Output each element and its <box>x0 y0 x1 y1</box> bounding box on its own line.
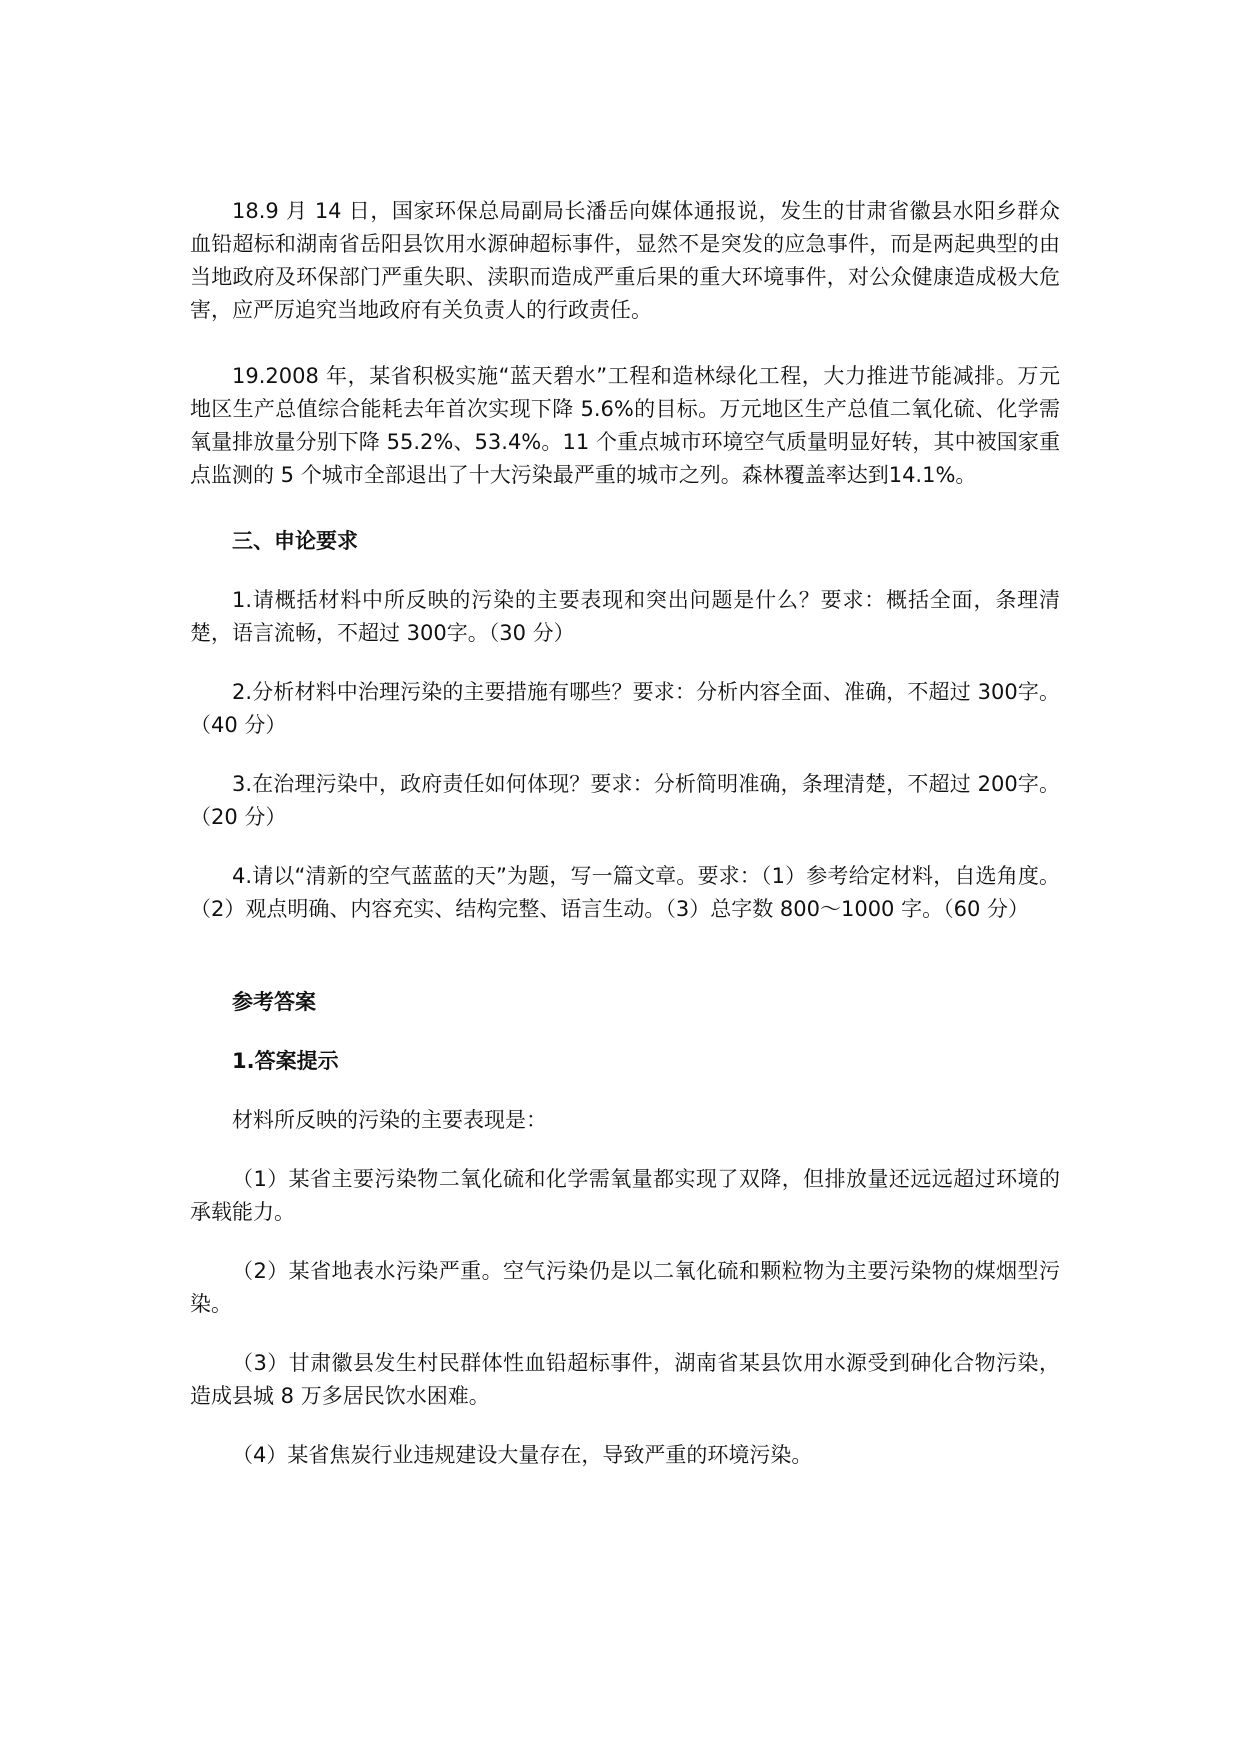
answer-subheading: 1.答案提示 <box>232 1049 339 1073</box>
answers-heading: 参考答案 <box>232 990 316 1014</box>
answer-point: （1）某省主要污染物二氧化硫和化学需氧量都实现了双降，但排放量还远远超过环境的承载能力。 <box>190 1167 1060 1224</box>
requirement-item: 1.请概括材料中所反映的污染的主要表现和突出问题是什么？要求：概括全面，条理清楚，语言流畅，不超过 300字。（30 分） <box>190 588 1060 645</box>
requirement-item: 3.在治理污染中，政府责任如何体现？要求：分析简明准确，条理清楚，不超过 200字。（20 分） <box>190 772 1060 829</box>
answer-intro: 材料所反映的污染的主要表现是： <box>232 1108 547 1132</box>
material-paragraph-19: 19.2008 年，某省积极实施“蓝天碧水”工程和造林绿化工程，大力推进节能减排。万元地区生产总值综合能耗去年首次实现下降 5.6%的目标。万元地区生产总值二氧化硫、化学需氧量排放量分别下降 55.2%、53.4%。11 个重点城市环境空气质量明显好转，其中被国家重点监测的 5 个城市全部退出了十大污染最严重的城市之列。森林覆盖率达到14.1%。 <box>190 364 1060 487</box>
answer-point: （4）某省焦炭行业违规建设大量存在，导致严重的环境污染。 <box>232 1443 813 1467</box>
material-paragraph-18: 18.9 月 14 日，国家环保总局副局长潘岳向媒体通报说，发生的甘肃省徽县水阳乡群众血铅超标和湖南省岳阳县饮用水源砷超标事件，显然不是突发的应急事件，而是两起典型的由当地政府及环保部门严重失职、渎职而造成严重后果的重大环境事件，对公众健康造成极大危害，应严厉追究当地政府有关负责人的行政责任。 <box>190 199 1060 322</box>
answer-point: （3）甘肃徽县发生村民群体性血铅超标事件，湖南省某县饮用水源受到砷化合物污染，造成县城 8 万多居民饮水困难。 <box>190 1351 1060 1408</box>
document-page <box>190 195 1060 1472</box>
requirements-heading: 三、申论要求 <box>232 529 358 553</box>
answer-point: （2）某省地表水污染严重。空气污染仍是以二氧化硫和颗粒物为主要污染物的煤烟型污染。 <box>190 1259 1060 1316</box>
requirement-item: 4.请以“清新的空气蓝蓝的天”为题，写一篇文章。要求：（1）参考给定材料，自选角度。（2）观点明确、内容充实、结构完整、语言生动。（3）总字数 800～1000 字。（60 分） <box>190 864 1060 921</box>
requirement-item: 2.分析材料中治理污染的主要措施有哪些？要求：分析内容全面、准确，不超过 300字。（40 分） <box>190 680 1060 737</box>
